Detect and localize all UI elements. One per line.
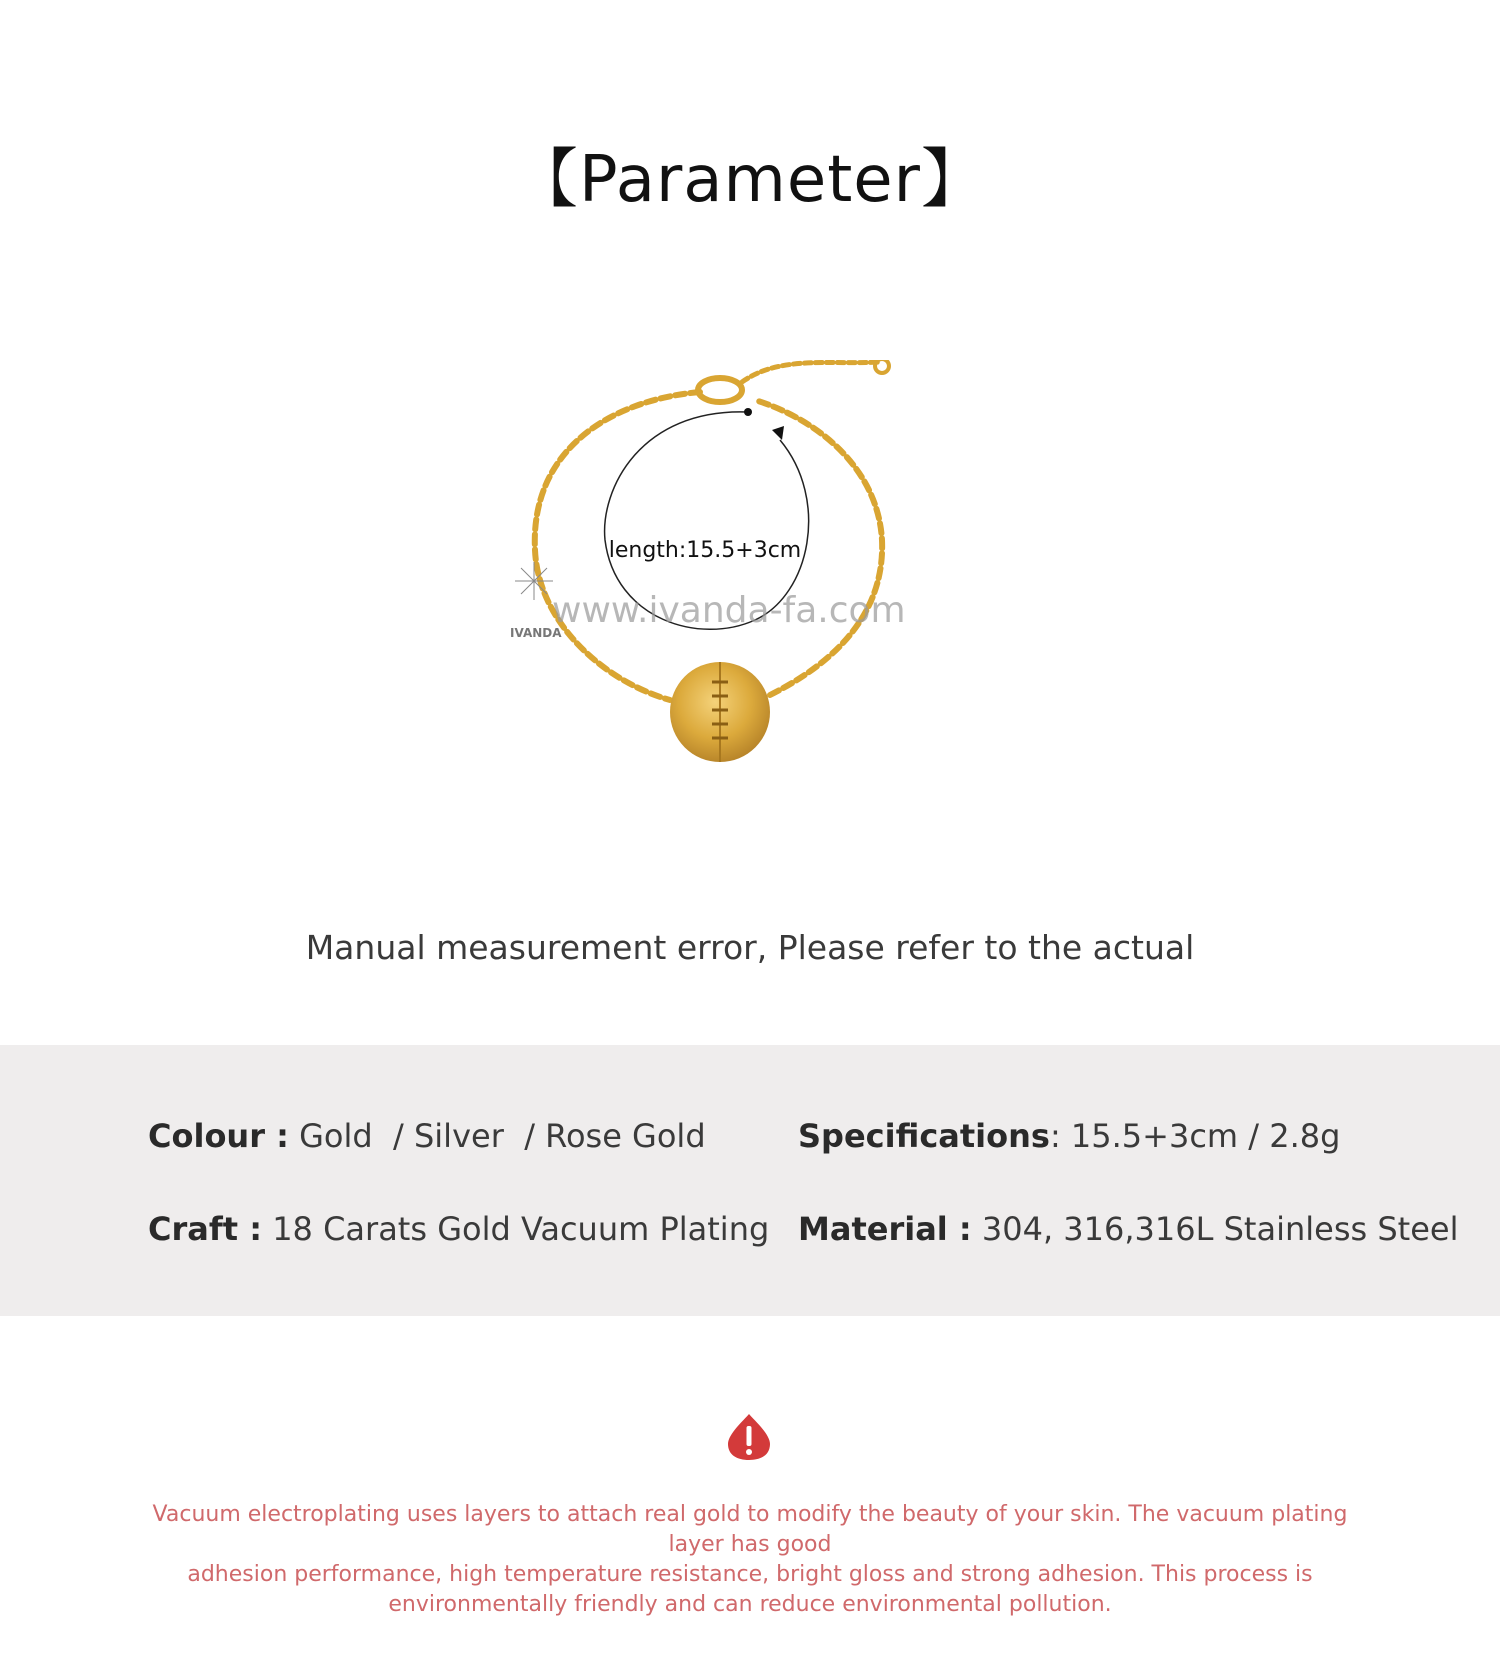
page-title: 【Parameter】 — [514, 143, 986, 217]
warning-line-2: adhesion performance, high temperature resistance, bright gloss and strong adhesion. This process is — [187, 1562, 1313, 1587]
spec-colour — [148, 1117, 706, 1155]
warning-line-3: environmentally friendly and can reduce environmental pollution. — [388, 1592, 1112, 1617]
spec-specifications — [798, 1117, 1340, 1155]
length-label: length:15.5+3cm — [608, 538, 802, 563]
watermark-brand: IVANDA — [510, 626, 562, 640]
spec-colour-key: Colour : — [148, 1117, 289, 1155]
spec-colour-value: Gold / Silver / Rose Gold — [299, 1117, 706, 1155]
spec-material-value: 304, 316,316L Stainless Steel — [981, 1210, 1459, 1248]
warning-text — [150, 1500, 1350, 1620]
extension-chain — [742, 362, 880, 382]
warning-line-1: Vacuum electroplating uses layers to attach real gold to modify the beauty of your skin. The vacuum plating layer has good — [152, 1502, 1348, 1557]
watermark-url: www.ivanda-fa.com — [552, 590, 906, 631]
spec-craft-key: Craft : — [148, 1210, 263, 1248]
exclamation-drop-icon — [726, 1412, 772, 1462]
spec-craft-value: 18 Carats Gold Vacuum Plating — [272, 1210, 770, 1248]
bracelet-image — [490, 360, 970, 800]
spec-panel — [0, 1045, 1500, 1316]
measurement-note: Manual measurement error, Please refer to the actual — [305, 928, 1195, 967]
spec-material — [798, 1210, 1458, 1248]
spec-material-key: Material : — [798, 1210, 972, 1248]
arrow-head — [772, 426, 784, 440]
spec-craft — [148, 1210, 769, 1248]
clasp — [698, 378, 742, 402]
extension-end — [875, 360, 889, 373]
spec-specifications-value: : 15.5+3cm / 2.8g — [1049, 1117, 1341, 1155]
spec-specifications-key: Specifications — [798, 1117, 1050, 1155]
